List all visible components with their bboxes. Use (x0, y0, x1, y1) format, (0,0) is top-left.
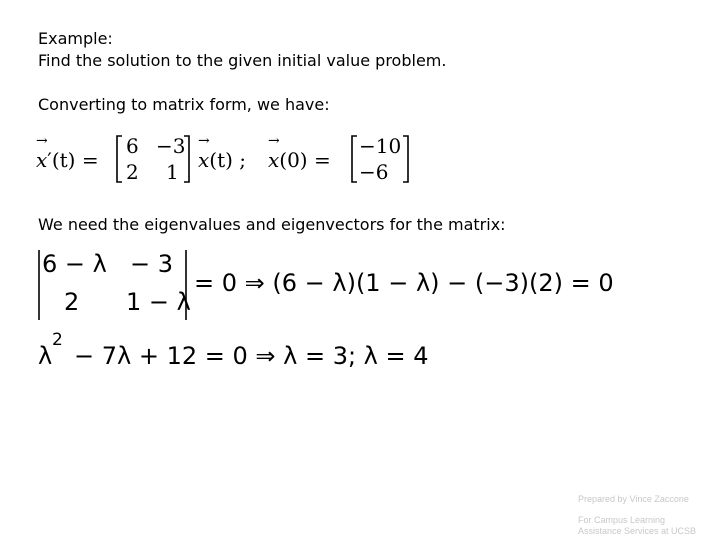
initial-condition-vector (350, 134, 410, 184)
det-a22: 1 − λ (126, 288, 191, 316)
derivative-lhs: ′(t) = (47, 148, 99, 172)
matrix-a21: 2 (126, 160, 139, 184)
footer-line3: Assistance Services at UCSB (578, 526, 697, 536)
problem-prompt: Find the solution to the given initial value problem. (38, 51, 447, 70)
footer-line2: For Campus Learning (578, 515, 666, 525)
ic-v1: −10 (359, 134, 402, 158)
footer-prepared-by: Prepared by Vince Zaccone (578, 494, 689, 504)
det-a21: 2 (64, 288, 80, 316)
x-vector-symbol: → x (36, 148, 47, 172)
coefficient-matrix (114, 134, 192, 184)
x-vector-symbol-ic: → x (268, 148, 279, 172)
matrix-a12: −3 (156, 134, 186, 158)
characteristic-rest: − 7λ + 12 = 0 ⇒ λ = 3; λ = 4 (74, 342, 429, 370)
eigen-intro-text: We need the eigenvalues and eigenvectors for the matrix: (38, 215, 506, 234)
rhs-suffix: (t) ; (209, 148, 247, 172)
lambda-exponent: 2 (52, 330, 63, 350)
det-a11: 6 − λ (42, 250, 107, 278)
det-a12: − 3 (130, 250, 174, 278)
det-expansion: = 0 ⇒ (6 − λ)(1 − λ) − (−3)(2) = 0 (194, 269, 614, 297)
characteristic-equation (38, 330, 458, 374)
determinant-equation (36, 248, 616, 322)
example-label: Example: (38, 29, 113, 48)
converting-text: Converting to matrix form, we have: (38, 95, 330, 114)
ic-v2: −6 (359, 160, 389, 184)
matrix-a22: 1 (166, 160, 179, 184)
initial-condition-lhs: (0) = (279, 148, 331, 172)
matrix-a11: 6 (126, 134, 139, 158)
x-vector-symbol-rhs: → x (198, 148, 209, 172)
lambda-base: λ (38, 342, 53, 370)
